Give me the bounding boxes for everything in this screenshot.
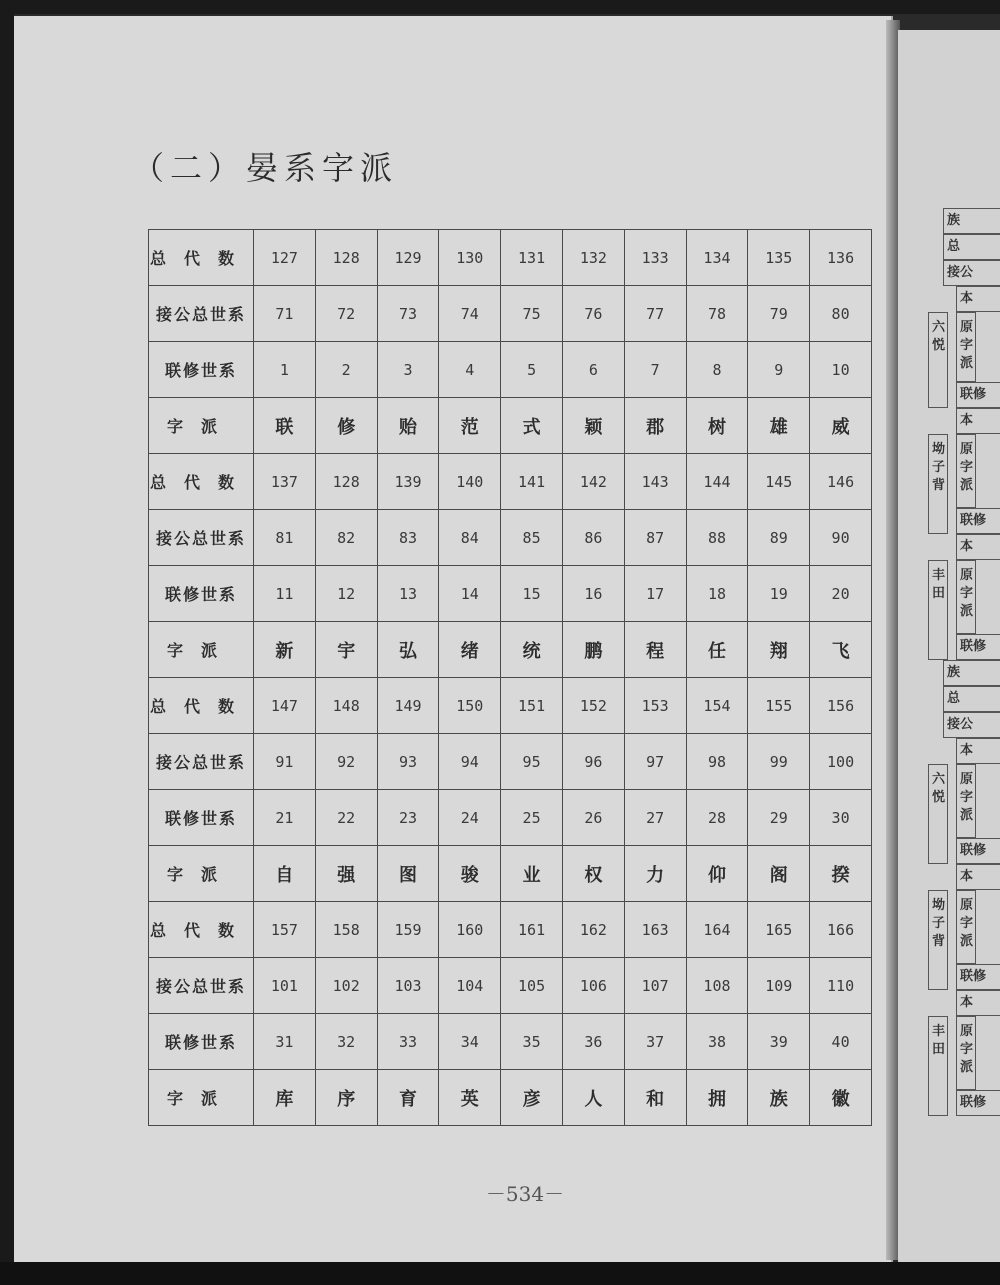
table-cell: 26: [562, 790, 624, 846]
table-cell: 165: [748, 902, 810, 958]
table-cell: 树: [686, 398, 748, 454]
table-cell: 137: [254, 454, 316, 510]
table-cell: 程: [624, 622, 686, 678]
table-cell: 5: [501, 342, 563, 398]
table-cell: 7: [624, 342, 686, 398]
table-cell: 35: [501, 1014, 563, 1070]
adjacent-table-cell: 原字派: [956, 434, 976, 508]
adjacent-table-cell: 族: [943, 660, 1000, 686]
table-cell: 87: [624, 510, 686, 566]
adjacent-table-cell: 坳子背: [928, 434, 948, 534]
table-cell: 160: [439, 902, 501, 958]
table-cell: 6: [562, 342, 624, 398]
table-cell: 颖: [562, 398, 624, 454]
table-cell: 128: [315, 454, 377, 510]
row-label-jiegong: 接公总世系: [149, 958, 254, 1014]
table-cell: 24: [439, 790, 501, 846]
table-cell: 79: [748, 286, 810, 342]
table-cell: 141: [501, 454, 563, 510]
table-cell: 14: [439, 566, 501, 622]
table-cell: 12: [315, 566, 377, 622]
table-cell: 163: [624, 902, 686, 958]
table-cell: 98: [686, 734, 748, 790]
table-cell: 158: [315, 902, 377, 958]
table-row: [149, 734, 872, 790]
table-cell: 9: [748, 342, 810, 398]
row-label-total: 总代数: [149, 902, 254, 958]
table-cell: 强: [315, 846, 377, 902]
adjacent-table-cell: 六悦: [928, 312, 948, 408]
table-cell: 25: [501, 790, 563, 846]
adjacent-table-cell: 丰田: [928, 560, 948, 660]
table-cell: 英: [439, 1070, 501, 1126]
table-cell: 2: [315, 342, 377, 398]
table-cell: 31: [254, 1014, 316, 1070]
table-cell: 78: [686, 286, 748, 342]
row-label-lianxiu: 联修世系: [149, 566, 254, 622]
scan-border-top: [0, 0, 1000, 14]
adjacent-table-cell: 本: [956, 990, 1000, 1016]
table-cell: 157: [254, 902, 316, 958]
table-cell: 102: [315, 958, 377, 1014]
table-cell: 37: [624, 1014, 686, 1070]
table-cell: 104: [439, 958, 501, 1014]
adjacent-table-cell: 原字派: [956, 764, 976, 838]
table-cell: 105: [501, 958, 563, 1014]
table-cell: 101: [254, 958, 316, 1014]
table-cell: 人: [562, 1070, 624, 1126]
adjacent-table-cell: 原字派: [956, 560, 976, 634]
adjacent-table-cell: 联修: [956, 634, 1000, 660]
table-cell: 1: [254, 342, 316, 398]
row-label-total: 总代数: [149, 678, 254, 734]
table-cell: 139: [377, 454, 439, 510]
adjacent-table-cell: 接公: [943, 712, 1000, 738]
table-cell: 71: [254, 286, 316, 342]
table-cell: 106: [562, 958, 624, 1014]
row-label-jiegong: 接公总世系: [149, 510, 254, 566]
table-cell: 77: [624, 286, 686, 342]
table-cell: 育: [377, 1070, 439, 1126]
table-cell: 145: [748, 454, 810, 510]
table-cell: 4: [439, 342, 501, 398]
table-cell: 30: [810, 790, 872, 846]
table-cell: 131: [501, 230, 563, 286]
table-row: [149, 398, 872, 454]
table-cell: 28: [686, 790, 748, 846]
table-cell: 29: [748, 790, 810, 846]
table-cell: 90: [810, 510, 872, 566]
row-label-jiegong: 接公总世系: [149, 286, 254, 342]
table-cell: 39: [748, 1014, 810, 1070]
adjacent-table-cell: 本: [956, 864, 1000, 890]
row-label-lianxiu: 联修世系: [149, 1014, 254, 1070]
table-cell: 16: [562, 566, 624, 622]
table-cell: 范: [439, 398, 501, 454]
table-cell: 136: [810, 230, 872, 286]
table-cell: 威: [810, 398, 872, 454]
table-cell: 32: [315, 1014, 377, 1070]
table-cell: 15: [501, 566, 563, 622]
adjacent-table-cell: 接公: [943, 260, 1000, 286]
table-cell: 151: [501, 678, 563, 734]
table-cell: 89: [748, 510, 810, 566]
table-cell: 自: [254, 846, 316, 902]
table-cell: 飞: [810, 622, 872, 678]
table-cell: 152: [562, 678, 624, 734]
table-row: [149, 1014, 872, 1070]
adjacent-table-cell: 联修: [956, 1090, 1000, 1116]
table-cell: 103: [377, 958, 439, 1014]
table-cell: 统: [501, 622, 563, 678]
table-cell: 36: [562, 1014, 624, 1070]
table-row: [149, 902, 872, 958]
table-cell: 94: [439, 734, 501, 790]
adjacent-page: [898, 30, 1000, 1262]
table-cell: 40: [810, 1014, 872, 1070]
table-cell: 147: [254, 678, 316, 734]
adjacent-table-cell: 本: [956, 738, 1000, 764]
adjacent-table-cell: 六悦: [928, 764, 948, 864]
table-cell: 91: [254, 734, 316, 790]
adjacent-table-cell: 坳子背: [928, 890, 948, 990]
table-cell: 修: [315, 398, 377, 454]
table-cell: 133: [624, 230, 686, 286]
adjacent-table-cell: 联修: [956, 508, 1000, 534]
adjacent-table-cell: 联修: [956, 964, 1000, 990]
table-cell: 序: [315, 1070, 377, 1126]
table-cell: 166: [810, 902, 872, 958]
table-cell: 贻: [377, 398, 439, 454]
table-cell: 翔: [748, 622, 810, 678]
row-label-jiegong: 接公总世系: [149, 734, 254, 790]
row-label-zipai: 字派: [149, 398, 254, 454]
adjacent-table-cell: 联修: [956, 382, 1000, 408]
scan-border-bottom: [0, 1262, 1000, 1285]
table-row: [149, 846, 872, 902]
table-cell: 99: [748, 734, 810, 790]
table-cell: 83: [377, 510, 439, 566]
adjacent-table-cell: 本: [956, 408, 1000, 434]
table-cell: 153: [624, 678, 686, 734]
row-label-lianxiu: 联修世系: [149, 342, 254, 398]
table-row: [149, 342, 872, 398]
table-cell: 权: [562, 846, 624, 902]
table-cell: 76: [562, 286, 624, 342]
table-cell: 族: [748, 1070, 810, 1126]
adjacent-table-cell: 总: [943, 686, 1000, 712]
table-cell: 80: [810, 286, 872, 342]
table-cell: 81: [254, 510, 316, 566]
adjacent-table-cell: 原字派: [956, 890, 976, 964]
page-number: －534－: [485, 1182, 565, 1206]
table-cell: 任: [686, 622, 748, 678]
table-cell: 127: [254, 230, 316, 286]
table-cell: 雄: [748, 398, 810, 454]
table-cell: 156: [810, 678, 872, 734]
table-cell: 143: [624, 454, 686, 510]
table-cell: 159: [377, 902, 439, 958]
table-cell: 10: [810, 342, 872, 398]
table-cell: 骏: [439, 846, 501, 902]
table-cell: 100: [810, 734, 872, 790]
table-cell: 132: [562, 230, 624, 286]
adjacent-table-cell: 联修: [956, 838, 1000, 864]
table-cell: 92: [315, 734, 377, 790]
table-cell: 27: [624, 790, 686, 846]
table-cell: 新: [254, 622, 316, 678]
table-cell: 135: [748, 230, 810, 286]
genealogy-table: [148, 229, 872, 1126]
table-cell: 129: [377, 230, 439, 286]
table-cell: 38: [686, 1014, 748, 1070]
table-cell: 33: [377, 1014, 439, 1070]
table-cell: 161: [501, 902, 563, 958]
table-cell: 86: [562, 510, 624, 566]
adjacent-table-cell: 本: [956, 534, 1000, 560]
table-row: [149, 286, 872, 342]
adjacent-table-cell: 原字派: [956, 1016, 976, 1090]
table-cell: 164: [686, 902, 748, 958]
table-row: [149, 678, 872, 734]
table-cell: 18: [686, 566, 748, 622]
table-cell: 146: [810, 454, 872, 510]
table-row: [149, 958, 872, 1014]
table-cell: 11: [254, 566, 316, 622]
table-cell: 154: [686, 678, 748, 734]
table-cell: 134: [686, 230, 748, 286]
table-cell: 徽: [810, 1070, 872, 1126]
row-label-total: 总代数: [149, 454, 254, 510]
table-cell: 95: [501, 734, 563, 790]
table-cell: 拥: [686, 1070, 748, 1126]
table-cell: 85: [501, 510, 563, 566]
table-cell: 149: [377, 678, 439, 734]
table-cell: 142: [562, 454, 624, 510]
table-cell: 业: [501, 846, 563, 902]
table-cell: 108: [686, 958, 748, 1014]
adjacent-table-cell: 总: [943, 234, 1000, 260]
table-cell: 13: [377, 566, 439, 622]
table-row: [149, 1070, 872, 1126]
table-cell: 74: [439, 286, 501, 342]
table-cell: 21: [254, 790, 316, 846]
table-cell: 19: [748, 566, 810, 622]
table-cell: 140: [439, 454, 501, 510]
section-title: （二）晏系字派: [132, 149, 399, 187]
scan-border-left: [0, 0, 14, 1285]
table-cell: 仰: [686, 846, 748, 902]
table-cell: 17: [624, 566, 686, 622]
row-label-zipai: 字派: [149, 1070, 254, 1126]
table-cell: 110: [810, 958, 872, 1014]
table-cell: 75: [501, 286, 563, 342]
table-cell: 144: [686, 454, 748, 510]
adjacent-table-cell: 原字派: [956, 312, 976, 382]
row-label-total: 总代数: [149, 230, 254, 286]
table-cell: 34: [439, 1014, 501, 1070]
table-cell: 联: [254, 398, 316, 454]
table-cell: 揆: [810, 846, 872, 902]
table-cell: 8: [686, 342, 748, 398]
table-row: [149, 790, 872, 846]
table-cell: 3: [377, 342, 439, 398]
table-row: [149, 510, 872, 566]
table-cell: 155: [748, 678, 810, 734]
table-cell: 式: [501, 398, 563, 454]
table-cell: 96: [562, 734, 624, 790]
table-cell: 97: [624, 734, 686, 790]
adjacent-table-cell: 本: [956, 286, 1000, 312]
table-row: [149, 566, 872, 622]
table-cell: 郡: [624, 398, 686, 454]
table-cell: 鹏: [562, 622, 624, 678]
table-row: [149, 622, 872, 678]
table-cell: 88: [686, 510, 748, 566]
table-cell: 84: [439, 510, 501, 566]
table-cell: 弘: [377, 622, 439, 678]
table-cell: 148: [315, 678, 377, 734]
table-cell: 72: [315, 286, 377, 342]
table-cell: 绪: [439, 622, 501, 678]
adjacent-table-cell: 丰田: [928, 1016, 948, 1116]
table-cell: 23: [377, 790, 439, 846]
table-cell: 130: [439, 230, 501, 286]
row-label-zipai: 字派: [149, 846, 254, 902]
table-row: [149, 230, 872, 286]
table-cell: 109: [748, 958, 810, 1014]
table-cell: 128: [315, 230, 377, 286]
table-cell: 150: [439, 678, 501, 734]
table-cell: 22: [315, 790, 377, 846]
table-cell: 彦: [501, 1070, 563, 1126]
adjacent-table-cell: 族: [943, 208, 1000, 234]
table-cell: 107: [624, 958, 686, 1014]
table-cell: 82: [315, 510, 377, 566]
row-label-zipai: 字派: [149, 622, 254, 678]
table-cell: 力: [624, 846, 686, 902]
table-row: [149, 454, 872, 510]
table-cell: 20: [810, 566, 872, 622]
table-cell: 图: [377, 846, 439, 902]
table-cell: 库: [254, 1070, 316, 1126]
table-cell: 162: [562, 902, 624, 958]
table-cell: 93: [377, 734, 439, 790]
table-cell: 宇: [315, 622, 377, 678]
table-cell: 和: [624, 1070, 686, 1126]
row-label-lianxiu: 联修世系: [149, 790, 254, 846]
table-cell: 73: [377, 286, 439, 342]
table-cell: 阁: [748, 846, 810, 902]
